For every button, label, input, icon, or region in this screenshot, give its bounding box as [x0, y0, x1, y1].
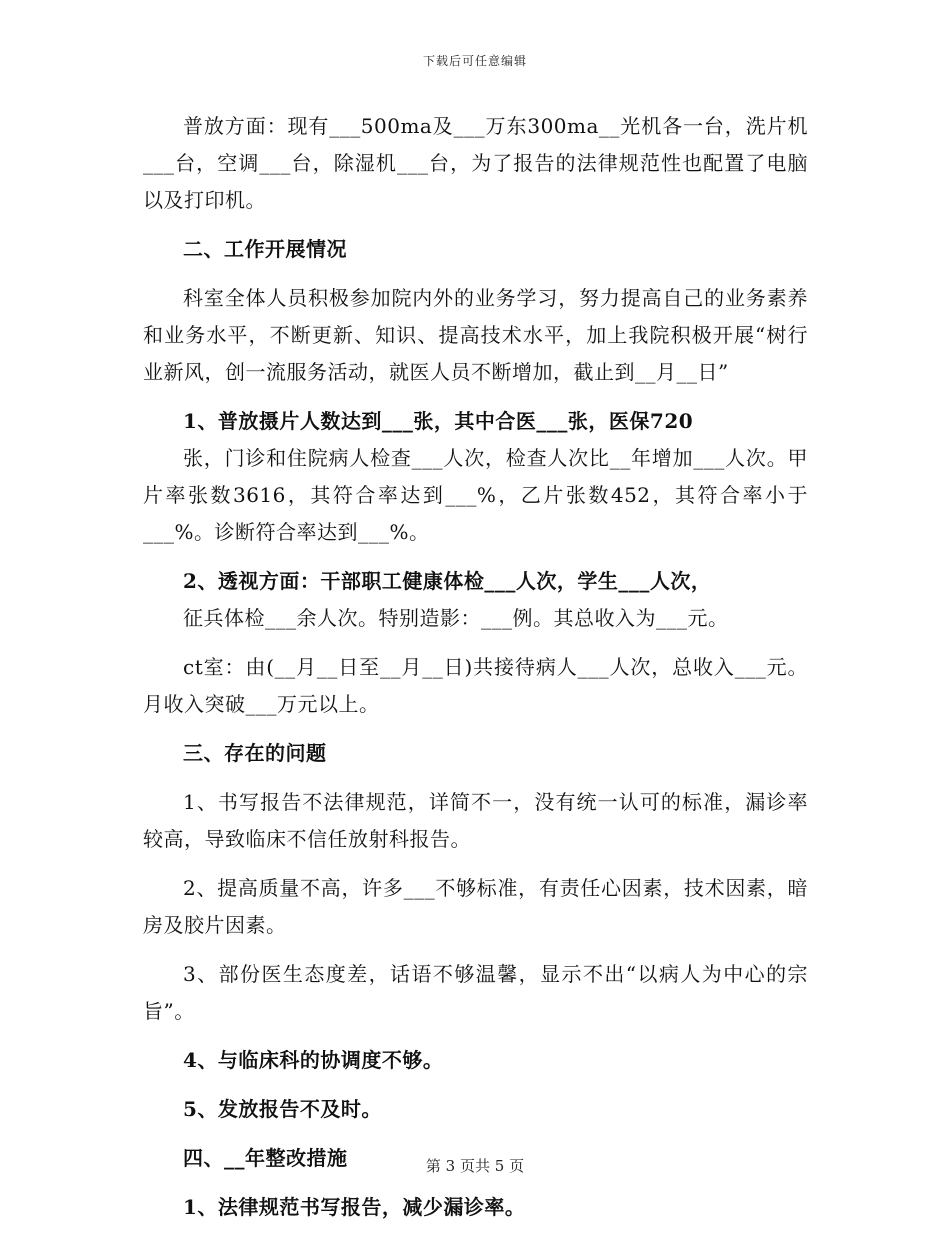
paragraph-equipment: 普放方面：现有___500ma及___万东300ma__光机各一台，洗片机___台，空调___台，除湿机___台，为了报告的法律规范性也配置了电脑以及打印机。 [143, 114, 808, 212]
page-header: 下载后可任意编辑 [422, 54, 527, 68]
page-footer: 第 3 页共 5 页 [425, 1157, 525, 1175]
paragraph-problem-3: 3、部份医生态度差，话语不够温馨，显示不出“以病人为中心的宗旨”。 [143, 962, 808, 1023]
document-body [143, 108, 808, 1238]
section-heading-problems: 三、存在的问题 [183, 741, 327, 765]
section-heading-work: 二、工作开展情况 [183, 237, 347, 261]
paragraph-problem-1: 1、书写报告不法律规范，详简不一，没有统一认可的标准，漏诊率较高，导致临床不信任放射科报告。 [143, 790, 808, 851]
paragraph-xray-count: 1、普放摄片人数达到___张，其中合医___张，医保720 [183, 409, 694, 433]
paragraph-ct-room: ct室：由(__月__日至__月__日)共接待病人___人次，总收入___元。月收入突破___万元以上。 [143, 655, 808, 716]
paragraph-conscription-exam: 征兵体检___余人次。特别造影：___例。其总收入为___元。 [183, 606, 729, 630]
paragraph-fluoroscopy: 2、透视方面：干部职工健康体检___人次，学生___人次， [183, 569, 712, 593]
paragraph-measure-1: 1、法律规范书写报告，减少漏诊率。 [183, 1195, 526, 1219]
paragraph-problem-5: 5、发放报告不及时。 [183, 1097, 382, 1121]
section-heading-measures: 四、__年整改措施 [183, 1146, 348, 1170]
paragraph-problem-4: 4、与临床科的协调度不够。 [183, 1048, 444, 1072]
paragraph-work-overview: 科室全体人员积极参加院内外的业务学习，努力提高自己的业务素养和业务水平，不断更新、知识、提高技术水平，加上我院积极开展“树行业新风，创一流服务活动，就医人员不断增加，截止到__月__日” [143, 286, 808, 384]
paragraph-exam-stats: 张，门诊和住院病人检查___人次，检查人次比__年增加___人次。甲片率张数3616，其符合率达到___%，乙片张数452，其符合率小于___%。诊断符合率达到___%。 [143, 446, 808, 544]
paragraph-problem-2: 2、提高质量不高，许多___不够标准，有责任心因素，技术因素，暗房及胶片因素。 [143, 876, 808, 937]
